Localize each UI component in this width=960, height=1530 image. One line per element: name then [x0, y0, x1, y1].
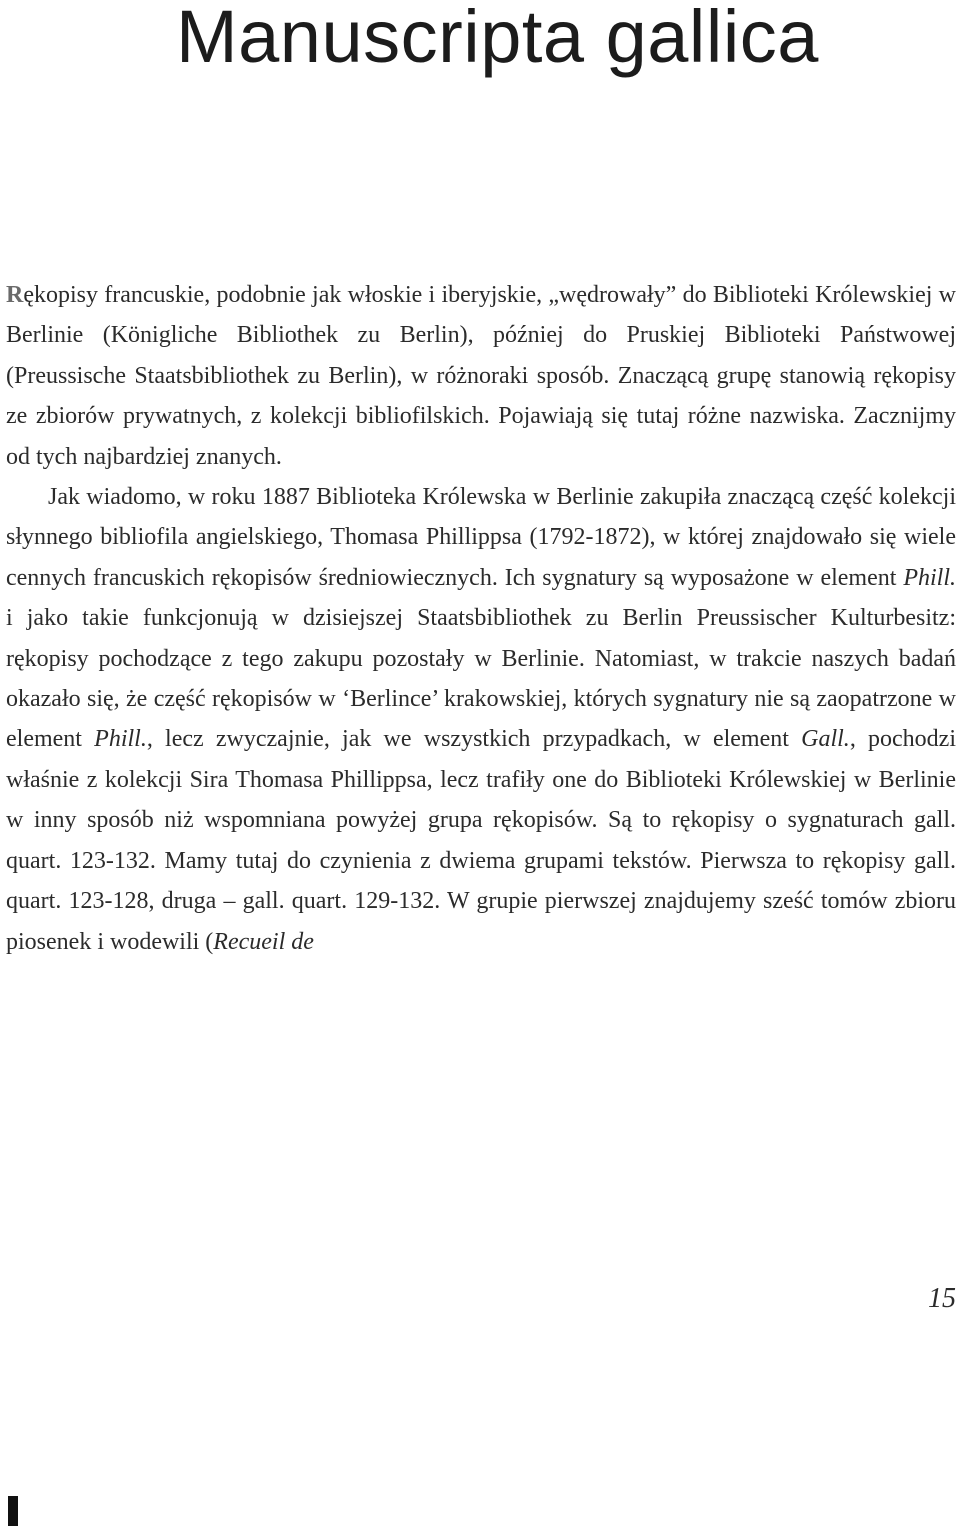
paragraph-text-segment: i jako takie funkcjonują w dzisiejszej Staatsbibliothek zu Berlin Preussischer Kulturbesitz: rękopisy pochodzące z tego zakupu pozostały w Berlinie. Natomiast, w trakcie naszych badań okazało się, że część rękopisów w ‘Berlince’ krakowskiej, których sygnatury nie są zaopatrzone w element — [6, 605, 956, 753]
initial-letter: R — [6, 282, 24, 308]
signature-element-gall: Gall. — [801, 726, 850, 753]
signature-element-phill: Phill. — [94, 726, 147, 753]
paragraph-text-segment: Jak wiadomo, w roku 1887 Biblioteka Królewska w Berlinie zakupiła znaczącą część kolekcji słynnego bibliofila angielskiego, Thomasa Phillippsa (1792-1872), w której znajdowało się wiele cennych francuskich rękopisów średniowiecznych. Ich sygnatury są wyposażone w element — [6, 484, 956, 591]
book-title-fragment: Recueil de — [213, 928, 314, 955]
signature-element-phill: Phill. — [903, 564, 956, 591]
paragraph-text-segment: , lecz zwyczajnie, jak we wszystkich przypadkach, w element — [146, 726, 802, 753]
paragraph-phillipps — [6, 477, 956, 962]
chapter-title: Manuscripta gallica — [176, 0, 819, 78]
crop-mark — [8, 1496, 18, 1526]
body-text — [6, 275, 956, 962]
paragraph-intro-text: ękopisy francuskie, podobnie jak włoskie i iberyjskie, „wędrowały” do Biblioteki Królewskiej w Berlinie (Königliche Bibliothek zu Berlin), później do Pruskiej Biblioteki Państwowej (Preussische Staatsbibliothek zu Berlin), w różnoraki sposób. Znaczącą grupę stanowią rękopisy ze zbiorów prywatnych, z kolekcji bibliofilskich. Pojawiają się tutaj różne nazwiska. Zacznijmy od tych najbardziej znanych. — [6, 282, 956, 470]
page-number: 15 — [928, 1283, 956, 1314]
paragraph-text-segment: , pochodzi właśnie z kolekcji Sira Thomasa Phillippsa, lecz trafiły one do Biblioteki Królewskiej w Berlinie w inny sposób niż wspomniana powyżej grupa rękopisów. Są to rękopisy o sygnaturach gall. quart. 123-132. Mamy tutaj do czynienia z dwiema grupami tekstów. Pierwsza to rękopisy gall. quart. 123-128, druga – gall. quart. 129-132. W grupie pierwszej znajdujemy sześć tomów zbioru piosenek i wodewili ( — [6, 726, 956, 955]
paragraph-intro — [6, 275, 956, 477]
